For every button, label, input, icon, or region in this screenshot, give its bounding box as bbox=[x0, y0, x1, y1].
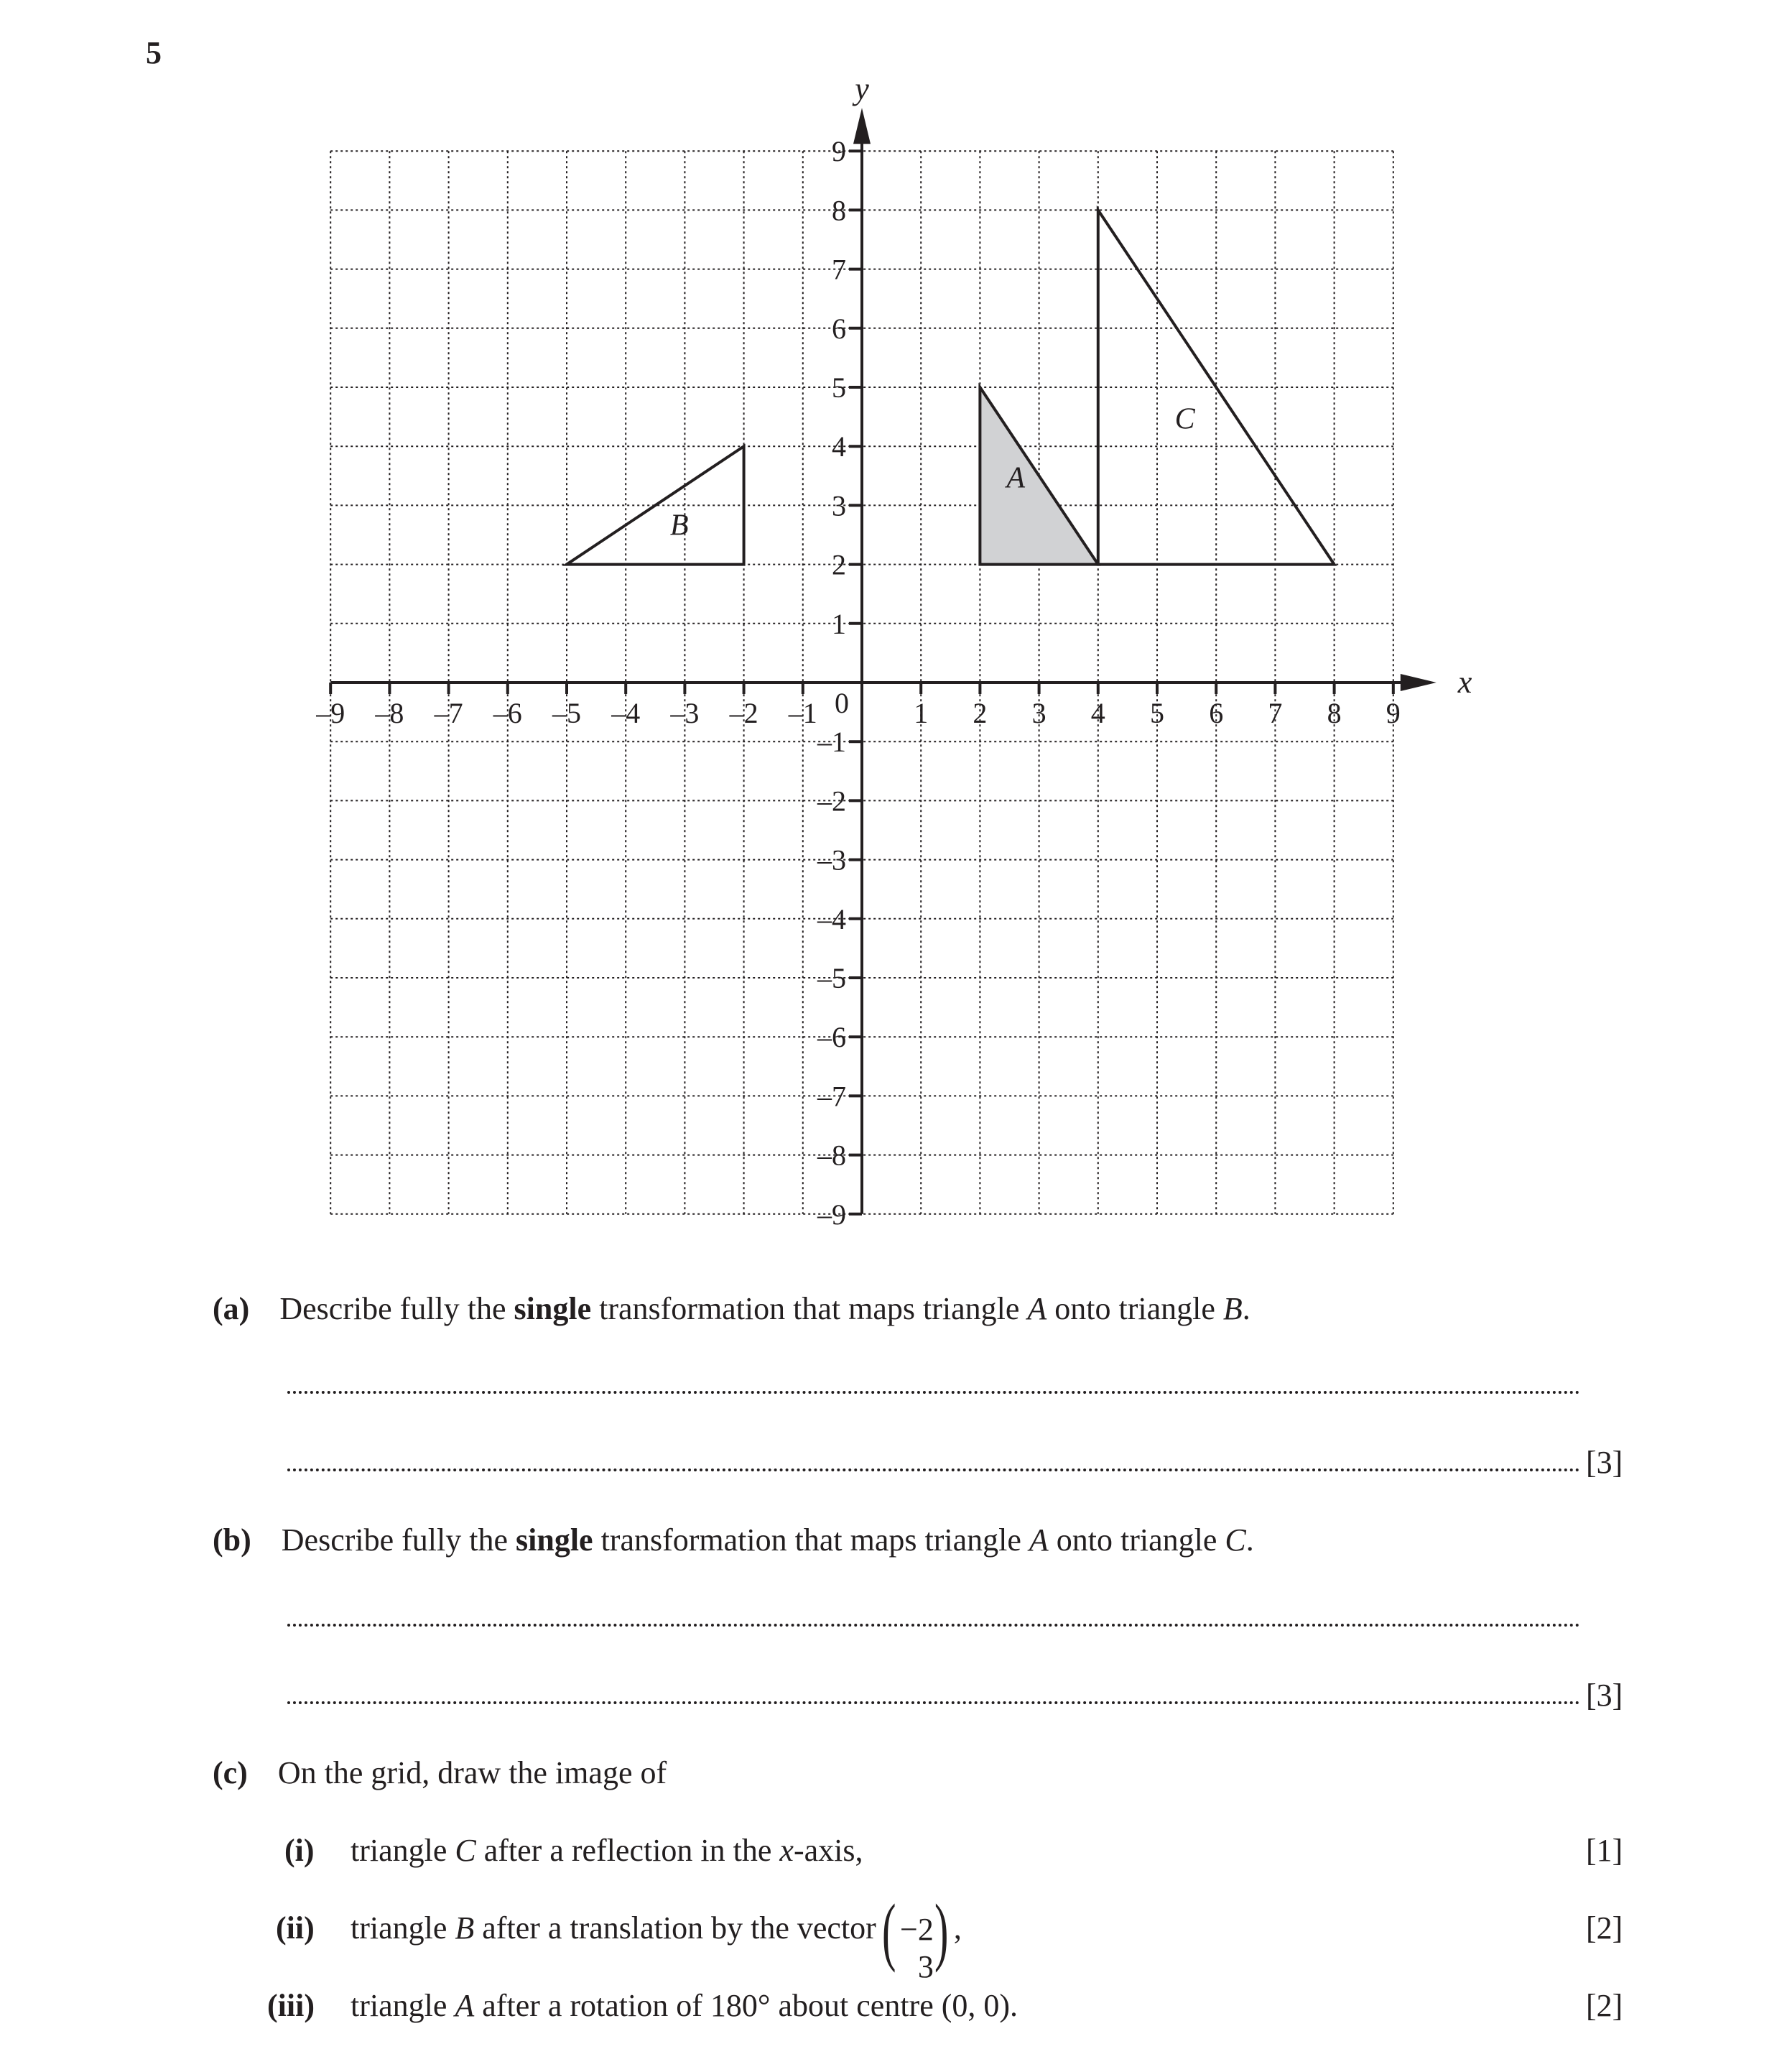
part-b-from: A bbox=[1029, 1522, 1049, 1558]
part-c-iii-text bbox=[351, 1990, 1018, 2022]
y-tick-label: 1 bbox=[832, 607, 846, 640]
part-c-label: (c) bbox=[213, 1755, 248, 1790]
part-b-to: C bbox=[1225, 1522, 1246, 1558]
triangle-label-c: C bbox=[1174, 402, 1195, 436]
y-tick-label: 5 bbox=[832, 371, 846, 404]
part-b-answer-line-1[interactable] bbox=[287, 1624, 1580, 1627]
part-a-to: B bbox=[1222, 1291, 1243, 1326]
triangle-label-b: B bbox=[669, 509, 689, 542]
y-tick-label: 7 bbox=[832, 253, 846, 286]
y-tick-label: 2 bbox=[832, 548, 846, 581]
part-a-question bbox=[213, 1293, 1250, 1325]
part-a-text-middle: transformation that maps triangle bbox=[591, 1291, 1028, 1326]
part-c-iii-label: (iii) bbox=[267, 1988, 315, 2023]
x-tick-label: –2 bbox=[729, 697, 758, 729]
y-tick-label: 4 bbox=[832, 430, 846, 463]
part-c-i-mid: after a reflection in the bbox=[475, 1833, 780, 1868]
part-c-ii-marks: [2] bbox=[1586, 1910, 1623, 1946]
question-number: 5 bbox=[146, 35, 162, 70]
part-a-text-end: . bbox=[1242, 1291, 1250, 1326]
y-tick-label: –4 bbox=[817, 902, 846, 935]
y-tick-label: –5 bbox=[817, 962, 846, 994]
x-tick-label: 5 bbox=[1150, 697, 1164, 729]
part-b-text-onto: onto triangle bbox=[1048, 1522, 1225, 1558]
y-tick-label: –6 bbox=[817, 1021, 846, 1054]
vector-right-paren: ) bbox=[934, 1888, 948, 1973]
part-a-label: (a) bbox=[213, 1291, 250, 1326]
y-tick-label: 6 bbox=[832, 312, 846, 345]
x-tick-label: 8 bbox=[1327, 697, 1342, 729]
part-b-text-middle: transformation that maps triangle bbox=[593, 1522, 1029, 1558]
x-tick-label: –5 bbox=[552, 697, 581, 729]
y-tick-label: 3 bbox=[832, 489, 846, 522]
origin-label: 0 bbox=[835, 687, 849, 719]
part-a-text-onto: onto triangle bbox=[1047, 1291, 1223, 1326]
x-tick-label: 1 bbox=[914, 697, 929, 729]
y-tick-label: –1 bbox=[817, 726, 846, 759]
part-b-question bbox=[213, 1522, 1254, 1558]
part-a-text-before: Describe fully the bbox=[279, 1291, 514, 1326]
vector-top: −2 bbox=[900, 1911, 934, 1947]
part-c-ii-text bbox=[351, 1888, 962, 1984]
part-c-iii-pre: triangle bbox=[351, 1988, 455, 2023]
part-b-bold: single bbox=[516, 1522, 593, 1558]
part-c-i-label: (i) bbox=[284, 1833, 315, 1868]
x-tick-label: –3 bbox=[670, 697, 700, 729]
axes bbox=[330, 108, 1437, 1214]
part-a-answer-line-1[interactable] bbox=[287, 1391, 1580, 1394]
part-c-ii-triangle: B bbox=[455, 1910, 475, 1946]
x-tick-label: –9 bbox=[316, 697, 345, 729]
y-tick-label: 8 bbox=[832, 194, 846, 227]
part-c-iii-marks: [2] bbox=[1586, 1988, 1623, 2023]
y-tick-label: –8 bbox=[817, 1139, 846, 1172]
part-b-answer-line-2[interactable] bbox=[287, 1701, 1580, 1704]
x-axis-arrow bbox=[1401, 674, 1437, 691]
y-tick-label: –9 bbox=[817, 1198, 846, 1231]
x-tick-label: –1 bbox=[788, 697, 817, 729]
part-b-text-end: . bbox=[1245, 1522, 1254, 1558]
part-c-i-text bbox=[351, 1835, 863, 1867]
part-c-text: On the grid, draw the image of bbox=[277, 1755, 667, 1790]
part-c-iii-triangle: A bbox=[455, 1988, 475, 2023]
part-c-i-triangle: C bbox=[455, 1833, 476, 1868]
x-tick-label: 6 bbox=[1209, 697, 1224, 729]
x-tick-label: –4 bbox=[611, 697, 641, 729]
y-tick-label: –3 bbox=[817, 843, 846, 877]
part-a-from: A bbox=[1027, 1291, 1047, 1326]
part-c-ii-label: (ii) bbox=[276, 1910, 315, 1946]
triangle-label-a: A bbox=[1006, 461, 1026, 495]
part-c-i-axis: x bbox=[779, 1833, 794, 1868]
part-b-label: (b) bbox=[213, 1522, 251, 1558]
x-tick-label: –7 bbox=[434, 697, 463, 729]
x-tick-label: 2 bbox=[973, 697, 988, 729]
part-c-ii-end: , bbox=[953, 1910, 962, 1946]
vector-left-paren: ( bbox=[881, 1888, 896, 1973]
x-tick-label: –6 bbox=[493, 697, 522, 729]
axis-labels bbox=[315, 71, 1472, 1231]
y-axis-label: y bbox=[855, 71, 869, 107]
y-axis-arrow bbox=[853, 108, 871, 144]
part-c-iii-mid: after a rotation of 180° about centre (0, 0). bbox=[474, 1988, 1018, 2023]
part-c-i-marks: [1] bbox=[1586, 1833, 1623, 1868]
y-tick-label: –2 bbox=[817, 785, 846, 818]
y-tick-label: 9 bbox=[832, 135, 846, 168]
part-c-i-end: -axis, bbox=[793, 1833, 863, 1868]
part-a-answer-line-2[interactable] bbox=[287, 1469, 1580, 1471]
x-axis-label: x bbox=[1457, 665, 1472, 700]
x-tick-label: 4 bbox=[1090, 697, 1105, 729]
translation-vector bbox=[881, 1888, 948, 1984]
part-a-bold: single bbox=[514, 1291, 592, 1326]
x-tick-label: 9 bbox=[1386, 697, 1401, 729]
x-tick-label: 7 bbox=[1268, 697, 1283, 729]
part-c-ii-pre: triangle bbox=[351, 1910, 455, 1946]
x-tick-label: 3 bbox=[1031, 697, 1047, 729]
y-tick-label: –7 bbox=[817, 1080, 846, 1113]
x-tick-label: –8 bbox=[375, 697, 404, 729]
vector-bottom: 3 bbox=[917, 1948, 934, 1984]
part-b-marks: [3] bbox=[1586, 1678, 1623, 1713]
part-c-i-pre: triangle bbox=[351, 1833, 455, 1868]
part-c-question bbox=[213, 1757, 667, 1789]
part-a-marks: [3] bbox=[1586, 1445, 1623, 1480]
part-c-ii-mid: after a translation by the vector bbox=[474, 1910, 876, 1946]
part-b-text-before: Describe fully the bbox=[281, 1522, 516, 1558]
